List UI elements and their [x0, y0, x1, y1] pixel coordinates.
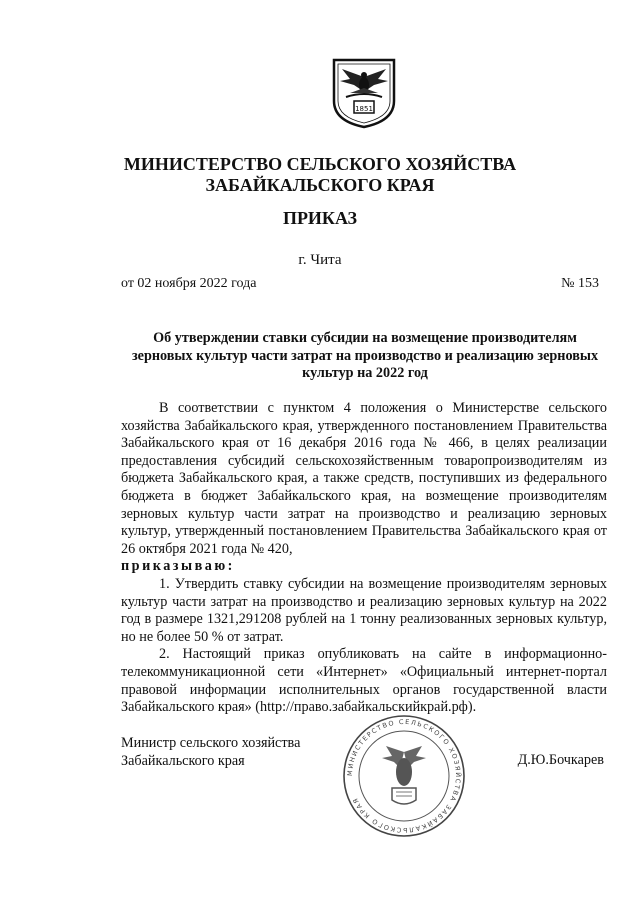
order-item-2: 2. Настоящий приказ опубликовать на сайте в информационно-телекоммуникационной сети «Интернет» «Официальный интернет-портал правовой информации исполнительных органов государственной власти Забайкальского края» (http://право.забайкальскийкрай.рф). [121, 646, 607, 716]
order-number: № 153 [561, 276, 599, 291]
city: г. Чита [298, 252, 342, 268]
ministry-line-1: МИНИСТЕРСТВО СЕЛЬСКОГО ХОЗЯЙСТВА [123, 154, 517, 174]
order-subject [115, 330, 615, 383]
order-word: приказываю: [121, 558, 235, 575]
subject-line-2: зерновых культур части затрат на производство и реализацию зерновых [131, 347, 599, 364]
ministry-title [0, 154, 640, 196]
ministry-line-2: ЗАБАЙКАЛЬСКОГО КРАЯ [205, 175, 435, 195]
order-body [121, 400, 607, 717]
preamble-text: В соответствии с пунктом 4 положения о Министерстве сельского хозяйства Забайкальского края, утвержденного постановлением Правительства Забайкальского края от 16 декабря 2016 года № 466, в целях реализации предоставления субсидий сельскохозяйственным товаропроизводителям из бюджета Забайкальского края, а также средств, поступивших из федерального бюджета в бюджет Забайкальского края, на возмещение производителям зерновых культур части затрат на производство и реализацию зерновых культур, утвержденный постановлением Правительства Забайкальского края от 26 октября 2021 года № 420, [121, 400, 607, 557]
position-line-2: Забайкальского края [121, 752, 245, 769]
signatory-name: Д.Ю.Бочкарев [517, 752, 604, 768]
official-seal-icon [340, 712, 468, 840]
coat-of-arms-icon [330, 57, 398, 129]
subject-line-3: культур на 2022 год [302, 365, 428, 381]
svg-text:1851: 1851 [355, 105, 373, 113]
order-date: от 02 ноября 2022 года [121, 276, 257, 291]
preamble-paragraph [121, 400, 607, 576]
order-item-1: 1. Утвердить ставку субсидии на возмещение производителям зерновых культур части затрат на производство и реализацию зерновых культур на 2022 год в размере 1321,291208 рублей на 1 тонну реализованных зерновых культур, но не более 50 % от затрат. [121, 575, 607, 645]
position-line-1: Министр сельского хозяйства [121, 735, 301, 751]
svg-text:МИНИСТЕРСТВО СЕЛЬСКОГО ХОЗЯЙСТ: МИНИСТЕРСТВО СЕЛЬСКОГО ХОЗЯЙСТВА ЗАБАЙКАЛЬСКОГО КРАЯ [345, 717, 463, 835]
document-type: ПРИКАЗ [282, 208, 358, 228]
subject-line-1: Об утверждении ставки субсидии на возмещение производителям [153, 330, 577, 346]
signatory-position [121, 735, 300, 770]
